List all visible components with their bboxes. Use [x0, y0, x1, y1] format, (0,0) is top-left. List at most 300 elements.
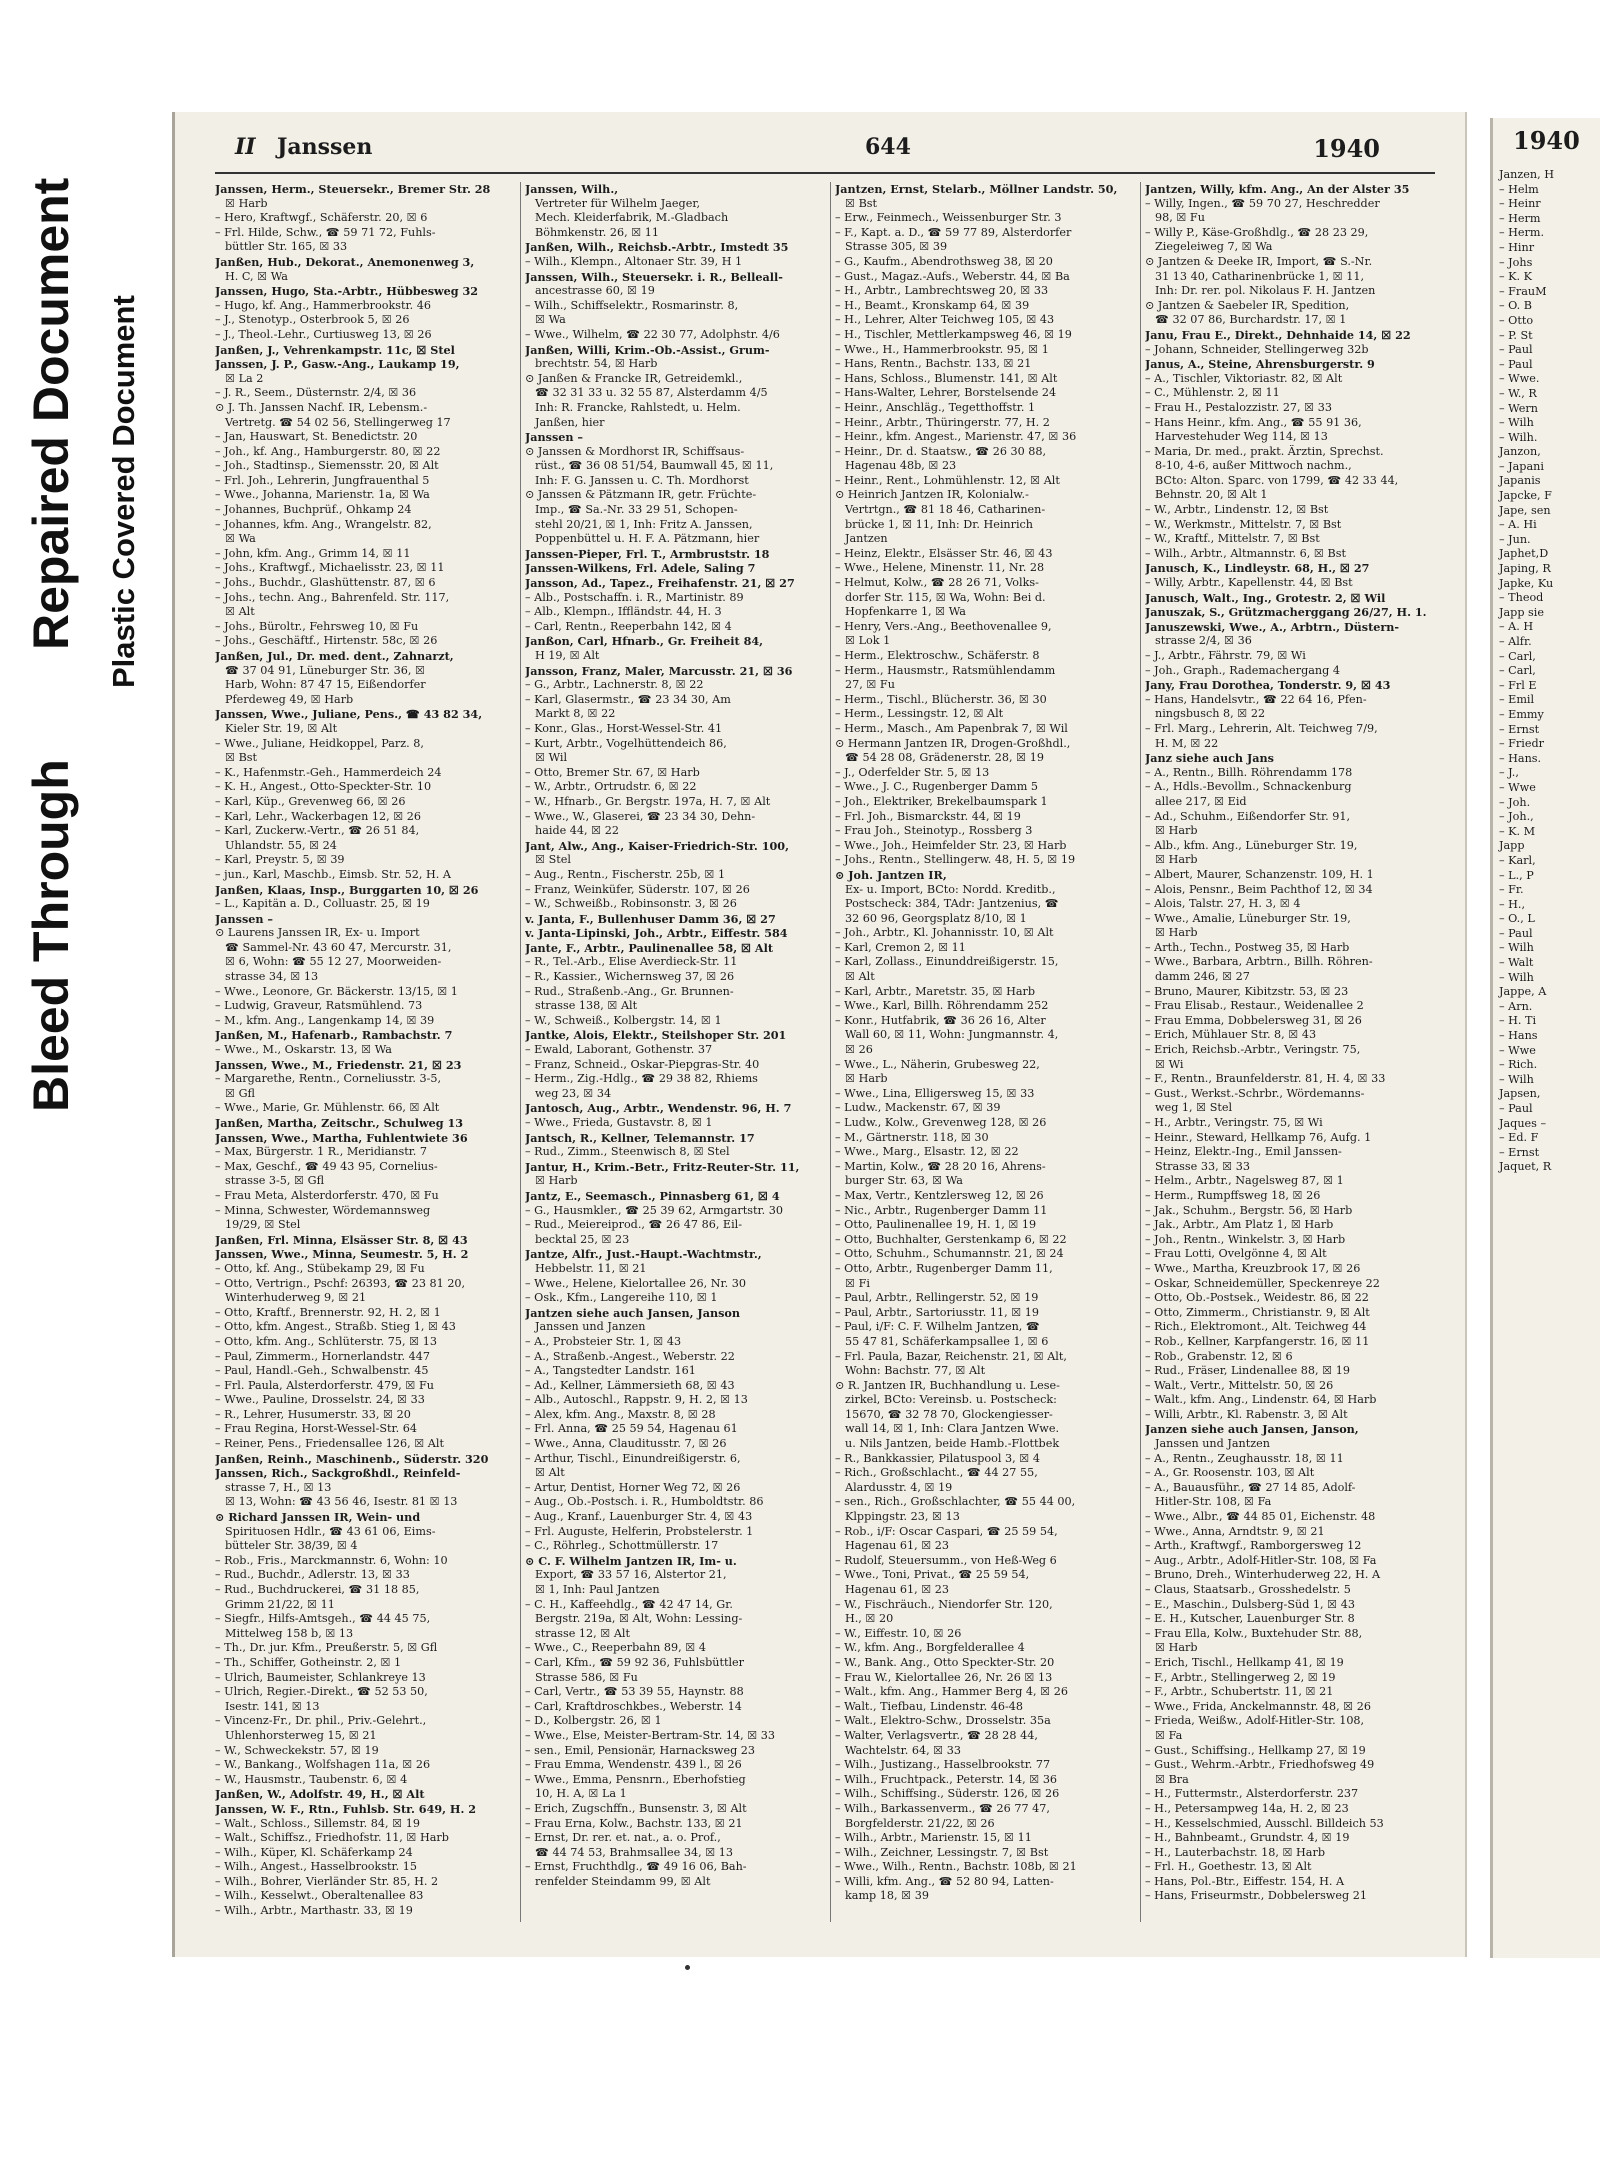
directory-entry: – Frau Ella, Kolw., Buxtehuder Str. 88,	[1145, 1626, 1363, 1640]
directory-entry: – Wilh., Arbtr., Marthastr. 33, ☒ 19	[215, 1904, 413, 1918]
directory-entry: renfelder Steindamm 99, ☒ Alt	[535, 1874, 711, 1888]
column-divider	[1140, 182, 1141, 1922]
directory-entry: – K., Hafenmstr.-Geh., Hammerdeich 24	[215, 765, 442, 779]
next-page-line: – P. St	[1499, 328, 1533, 342]
directory-entry: ☎ Sammel-Nr. 43 60 47, Mercurstr. 31,	[225, 940, 452, 954]
directory-entry: Isestr. 141, ☒ 13	[225, 1699, 320, 1713]
directory-entry: – Ludw., Mackenstr. 67, ☒ 39	[835, 1101, 1001, 1115]
directory-entry: – Wwe., Albr., ☎ 44 85 01, Eichenstr. 48	[1145, 1510, 1376, 1524]
next-page-line: Jappe, A	[1499, 985, 1547, 999]
directory-entry: – Jak., Arbtr., Am Platz 1, ☒ Harb	[1145, 1218, 1334, 1232]
next-page-line: – Wilh	[1499, 941, 1534, 955]
directory-entry: – Rud., Meiereiprod., ☎ 26 47 86, Eil-	[525, 1218, 743, 1232]
directory-entry: – Alb., Autoschl., Rappstr. 9, H. 2, ☒ 13	[525, 1393, 748, 1407]
next-page-line: – Paul	[1499, 926, 1533, 940]
directory-entry: – Wwe., Emma, Pensnrn., Eberhofstieg	[525, 1772, 746, 1786]
directory-entry: – Arthur, Tischl., Einundreißigerstr. 6,	[525, 1451, 741, 1465]
directory-entry: – M., kfm. Ang., Langenkamp 14, ☒ 39	[215, 1013, 435, 1027]
directory-entry: – Wwe., Johanna, Marienstr. 1a, ☒ Wa	[215, 488, 430, 502]
directory-entry: – Carl, Rentn., Reeperbahn 142, ☒ 4	[525, 619, 732, 633]
directory-entry: Janssen-Wilkens, Frl. Adele, Saling 7	[525, 561, 756, 576]
directory-entry: Janus, A., Steine, Ahrensburgerstr. 9	[1145, 357, 1375, 372]
directory-entry: – Johannes, kfm. Ang., Wrangelstr. 82,	[215, 517, 432, 531]
directory-entry: – H., Petersampweg 14a, H. 2, ☒ 23	[1145, 1801, 1349, 1815]
directory-entry: Janßen, Martha, Zeitschr., Schulweg 13	[215, 1116, 464, 1130]
next-page-line: Jaques –	[1499, 1116, 1547, 1130]
directory-entry: – Paul, Zimmerm., Hornerlandstr. 447	[215, 1349, 431, 1363]
directory-entry: – C. H., Kaffeehdlg., ☎ 42 47 14, Gr.	[525, 1597, 733, 1611]
repaired-document-label: Repaired Document	[23, 177, 79, 650]
directory-entry: – F., Rentn., Braunfelderstr. 81, H. 4, ☒ 33	[1145, 1072, 1386, 1086]
directory-entry: 31 13 40, Catharinenbrücke 1, ☒ 11,	[1155, 269, 1365, 283]
directory-entry: – Heinz, Elektr.-Ing., Emil Janssen-	[1145, 1145, 1342, 1159]
directory-entry: – Bruno, Maurer, Kibitzstr. 53, ☒ 23	[1145, 984, 1349, 998]
directory-entry: Klppingstr. 23, ☒ 13	[845, 1510, 960, 1524]
next-page-line: – Joh.,	[1499, 810, 1534, 824]
directory-entry: – A., Rentn., Billh. Röhrendamm 178	[1145, 765, 1353, 779]
directory-entry: – Wwe., H., Hammerbrookstr. 95, ☒ 1	[835, 342, 1049, 356]
directory-entry: Janßen, hier	[535, 415, 605, 429]
directory-entry: – Paul, Arbtr., Sartoriusstr. 11, ☒ 19	[835, 1305, 1040, 1319]
directory-entry: – Wwe., Frida, Anckelmannstr. 48, ☒ 26	[1145, 1699, 1371, 1713]
directory-entry: – Frau Regina, Horst-Wessel-Str. 64	[215, 1422, 418, 1436]
next-page-fragment	[1490, 118, 1600, 1958]
next-page-line: Jape, sen	[1499, 503, 1551, 517]
directory-entry: – Konr., Glas., Horst-Wessel-Str. 41	[525, 721, 723, 735]
directory-entry: – Heinr., Arbtr., Thüringerstr. 77, H. 2	[835, 415, 1050, 429]
directory-entry: 10, H. A, ☒ La 1	[535, 1787, 627, 1801]
directory-entry: ⊙ Janssen & Mordhorst IR, Schiffsaus-	[525, 444, 745, 458]
next-page-line: – Wilh	[1499, 416, 1534, 430]
running-head: Janssen	[277, 134, 373, 160]
next-page-line: – Japani	[1499, 459, 1544, 473]
plastic-covered-document-label: Plastic Covered Document	[106, 295, 141, 688]
directory-entry: – Frau Meta, Alsterdorferstr. 470, ☒ Fu	[215, 1188, 439, 1202]
directory-entry: – J., Oderfelder Str. 5, ☒ 13	[835, 765, 990, 779]
directory-entry: – Kurt, Arbtr., Vogelhüttendeich 86,	[525, 736, 727, 750]
directory-entry: – Maria, Dr. med., prakt. Ärztin, Sprechst.	[1145, 444, 1384, 458]
directory-entry: Janßen, W., Adolfstr. 49, H., ☒ Alt	[215, 1787, 425, 1802]
directory-entry: Vertretg. ☎ 54 02 56, Stellingerweg 17	[225, 415, 451, 429]
directory-entry: ☒ Lok 1	[845, 634, 891, 648]
directory-entry: – Carl, Vertr., ☎ 53 39 55, Haynstr. 88	[525, 1685, 744, 1699]
directory-entry: – Wilh., Arbtr., Altmannstr. 6, ☒ Bst	[1145, 546, 1346, 560]
directory-entry: H 19, ☒ Alt	[535, 649, 600, 662]
next-page-line: – Friedr	[1499, 737, 1544, 751]
directory-entry: Jant, Alw., Ang., Kaiser-Friedrich-Str. 100,	[525, 838, 789, 853]
next-page-line: – K. M	[1499, 824, 1536, 838]
directory-entry: – E., Maschin., Dulsberg-Süd 1, ☒ 43	[1145, 1597, 1355, 1611]
directory-entry: – W., Hfnarb., Gr. Bergstr. 197a, H. 7, ☒ Alt	[525, 794, 771, 808]
directory-entry: Inh: Dr. rer. pol. Nikolaus F. H. Jantzen	[1155, 284, 1376, 298]
directory-entry: – Erich, Reichsb.-Arbtr., Veringstr. 75,	[1145, 1043, 1361, 1057]
directory-entry: – Frau Lotti, Ovelgönne 4, ☒ Alt	[1145, 1247, 1327, 1261]
directory-entry: – Otto, Arbtr., Rugenberger Damm 11,	[835, 1261, 1053, 1275]
directory-entry: – Alb., Postschaffn. i. R., Martinistr. 89	[525, 590, 744, 604]
directory-entry: – Rob., Fris., Marckmannstr. 6, Wohn: 10	[215, 1553, 448, 1567]
directory-entry: stehl 20/21, ☒ 1, Inh: Fritz A. Janssen,	[535, 517, 753, 531]
directory-entry: – A., Straßenb.-Angest., Weberstr. 22	[525, 1349, 735, 1363]
directory-entry: – A., Bauausführ., ☎ 27 14 85, Adolf-	[1145, 1480, 1356, 1494]
directory-entry: Janssen, Wwe., Martha, Fuhlentwiete 36	[215, 1130, 468, 1145]
directory-entry: – Wilh., Bohrer, Vierländer Str. 85, H. 2	[215, 1874, 439, 1888]
directory-entry: – Max, Bürgerstr. 1 R., Meridianstr. 7	[215, 1145, 428, 1159]
directory-entry: – Karl, Zuckerw.-Vertr., ☎ 26 51 84,	[215, 824, 420, 838]
directory-entry: – H., Beamt., Kronskamp 64, ☒ 39	[835, 298, 1030, 312]
directory-entry: H., ☒ 20	[845, 1612, 894, 1626]
next-page-line: Japp	[1499, 839, 1525, 853]
directory-entry: – Otto, kf. Ang., Stübekamp 29, ☒ Fu	[215, 1261, 425, 1275]
directory-entry: – Frau Joh., Steinotyp., Rossberg 3	[835, 824, 1033, 838]
directory-entry: – Wilh., Fruchtpack., Peterstr. 14, ☒ 36	[835, 1772, 1058, 1786]
directory-entry: Jantsch, R., Kellner, Telemannstr. 17	[525, 1130, 755, 1145]
column-1	[215, 182, 515, 1919]
directory-entry: – Karl, Küp., Grevenweg 66, ☒ 26	[215, 794, 406, 808]
next-page-line: – K. K	[1499, 270, 1532, 284]
directory-entry: – H., Futtermstr., Alsterdorferstr. 237	[1145, 1787, 1359, 1801]
directory-entry: ☒ Harb	[845, 1072, 888, 1086]
directory-entry: Janßon, Carl, Hfnarb., Gr. Freiheit 84,	[525, 634, 764, 649]
next-page-line: – Arn.	[1499, 999, 1533, 1013]
directory-entry: Spirituosen Hdlr., ☎ 43 61 06, Eims-	[225, 1524, 436, 1538]
next-page-line: – Wwe.	[1499, 372, 1540, 386]
directory-entry: Wall 60, ☒ 11, Wohn: Jungmannstr. 4,	[845, 1028, 1059, 1042]
directory-entry: – G., Hausmkler., ☎ 25 39 62, Armgartstr. 30	[525, 1203, 783, 1217]
directory-entry: 32 60 96, Georgsplatz 8/10, ☒ 1	[845, 911, 1027, 925]
directory-entry: dorfer Str. 115, ☒ Wa, Wohn: Bei d.	[845, 590, 1046, 604]
directory-entry: ☒ Fi	[845, 1276, 870, 1290]
next-page-line: Japke, Ku	[1499, 576, 1554, 590]
directory-entry: ⊙ J. Th. Janssen Nachf. IR, Lebensm.-	[215, 400, 428, 414]
directory-entry: ☒ Fa	[1155, 1728, 1183, 1742]
directory-entry: – W., Schweiß., Kolbergstr. 14, ☒ 1	[525, 1013, 722, 1027]
directory-entry: – Heinr., Anschläg., Tegetthoffstr. 1	[835, 400, 1036, 414]
directory-entry: – Otto, Ob.-Postsek., Weidestr. 86, ☒ 22	[1145, 1291, 1369, 1305]
directory-entry: Bergstr. 219a, ☒ Alt, Wohn: Lessing-	[535, 1612, 743, 1626]
directory-entry: – M., Gärtnerstr. 118, ☒ 30	[835, 1130, 989, 1144]
directory-entry: – Wwe., Wilhelm, ☎ 22 30 77, Adolphstr. 4/6	[525, 327, 780, 341]
directory-entry: – Willi, Arbtr., Kl. Rabenstr. 3, ☒ Alt	[1145, 1407, 1348, 1421]
next-page-line: – Herm.	[1499, 226, 1545, 240]
directory-entry: Export, ☎ 33 57 16, Alstertor 21,	[535, 1568, 727, 1582]
directory-entry: – Aug., Kranf., Lauenburger Str. 4, ☒ 43	[525, 1510, 753, 1524]
directory-entry: Markt 8, ☒ 22	[535, 707, 616, 721]
directory-entry: – Wilh., Justizang., Hasselbrookstr. 77	[835, 1758, 1051, 1772]
next-page-line: Japanis	[1499, 474, 1541, 488]
directory-entry: – Otto, Kraftf., Brennerstr. 92, H. 2, ☒ 1	[215, 1305, 441, 1319]
directory-entry: – Hans, Pol.-Btr., Eiffestr. 154, H. A	[1145, 1874, 1345, 1888]
next-page-line: – Carl,	[1499, 649, 1536, 663]
next-page-line: – FrauM	[1499, 284, 1547, 298]
directory-entry: – Arth., Techn., Postweg 35, ☒ Harb	[1145, 940, 1350, 954]
directory-entry: Hitler-Str. 108, ☒ Fa	[1155, 1495, 1272, 1509]
directory-entry: – Karl, Zollass., Einunddreißigerstr. 15,	[835, 955, 1059, 969]
directory-entry: – Ludwig, Graveur, Ratsmühlend. 73	[215, 999, 423, 1013]
directory-entry: – Frl. H., Goethestr. 13, ☒ Alt	[1145, 1860, 1312, 1874]
directory-entry: – Rich., Elektromont., Alt. Teichweg 44	[1145, 1320, 1367, 1334]
directory-entry: – Frau W., Kielortallee 26, Nr. 26 ☒ 13	[835, 1670, 1053, 1684]
directory-entry: – Gust., Wehrm.-Arbtr., Friedhofsweg 49	[1145, 1758, 1375, 1772]
directory-entry: – W., kfm. Ang., Borgfelderallee 4	[835, 1641, 1025, 1655]
directory-entry: Jany, Frau Dorothea, Tonderstr. 9, ☒ 43	[1145, 678, 1391, 693]
directory-entry: – Otto, Paulinenallee 19, H. 1, ☒ 19	[835, 1218, 1037, 1232]
directory-entry: – W., Schweißb., Robinsonstr. 3, ☒ 26	[525, 897, 737, 911]
volume-number: II	[235, 134, 256, 160]
directory-entry: – Rob., Grabenstr. 12, ☒ 6	[1145, 1349, 1293, 1363]
directory-entry: ☒ 13, Wohn: ☎ 43 56 46, Isestr. 81 ☒ 13	[225, 1495, 458, 1509]
directory-entry: Janzen siehe auch Jansen, Janson,	[1145, 1422, 1359, 1437]
directory-entry: brechtstr. 54, ☒ Harb	[535, 357, 658, 371]
next-page-line: – Fr.	[1499, 883, 1524, 897]
directory-entry: Janssen, Rich., Sackgroßhdl., Reinfeld-	[215, 1466, 461, 1481]
next-page-line: – Alfr.	[1499, 635, 1532, 648]
directory-entry: – R., Bankkassier, Pilatuspool 3, ☒ 4	[835, 1451, 1040, 1465]
directory-entry: Ziegeleiweg 7, ☒ Wa	[1155, 240, 1273, 254]
next-page-line: – Wern	[1499, 401, 1538, 415]
directory-entry: ⊙ Janssen & Pätzmann IR, getr. Früchte-	[525, 488, 757, 502]
directory-entry: haide 44, ☒ 22	[535, 824, 619, 838]
column-4	[1145, 182, 1435, 1904]
directory-entry: strasse 3-5, ☒ Gfl	[225, 1174, 325, 1188]
directory-entry: Janssen, Wwe., M., Friedenstr. 21, ☒ 23	[215, 1057, 462, 1072]
directory-entry: – Hans, Handelsvtr., ☎ 22 64 16, Pfen-	[1145, 692, 1367, 706]
next-page-line: – Wwe	[1499, 1043, 1536, 1057]
directory-entry: Janßen, Frl. Minna, Elsässer Str. 8, ☒ 43	[215, 1232, 468, 1247]
next-page-line: – W., R	[1499, 386, 1537, 400]
directory-entry: – Hans, Schloss., Blumenstr. 141, ☒ Alt	[835, 371, 1058, 385]
next-page-line: – A. Hi	[1499, 518, 1537, 532]
next-page-line: – Hans.	[1499, 751, 1542, 765]
next-page-line: – Carl,	[1499, 664, 1536, 678]
directory-entry: Januszak, S., Grützmacherggang 26/27, H. 1.	[1145, 605, 1427, 620]
directory-entry: – Wwe., Leonore, Gr. Bäckerstr. 13/15, ☒ 1	[215, 984, 458, 998]
directory-entry: damm 246, ☒ 27	[1155, 970, 1250, 984]
next-page-line: – Ernst	[1499, 1145, 1540, 1159]
directory-entry: – Otto, kfm. Ang., Schlüterstr. 75, ☒ 13	[215, 1334, 437, 1348]
directory-entry: – W., Bank. Ang., Otto Speckter-Str. 20	[835, 1655, 1055, 1669]
directory-entry: Böhmkenstr. 26, ☒ 11	[535, 225, 660, 239]
directory-entry: – H., Kesselschmied, Ausschl. Billdeich 53	[1145, 1816, 1384, 1830]
directory-entry: – Wwe., W., Glaserei, ☎ 23 34 30, Dehn-	[525, 809, 756, 823]
next-page-line: – Hinr	[1499, 240, 1535, 254]
directory-entry: Harb, Wohn: 87 47 15, Eißendorfer	[225, 678, 426, 692]
directory-entry: Inh: F. G. Janssen u. C. Th. Mordhorst	[535, 473, 749, 487]
directory-entry: – Johs., Kraftwgf., Michaelisstr. 23, ☒ 11	[215, 561, 445, 575]
directory-entry: burger Str. 63, ☒ Wa	[845, 1174, 963, 1188]
directory-entry: – Martin, Kolw., ☎ 28 20 16, Ahrens-	[835, 1159, 1046, 1173]
directory-entry: ☒ Bra	[1155, 1772, 1189, 1786]
directory-entry: – Konr., Hutfabrik, ☎ 36 26 16, Alter	[835, 1013, 1046, 1027]
directory-entry: – W., Werkmstr., Mittelstr. 7, ☒ Bst	[1145, 517, 1342, 531]
directory-entry: – Nic., Arbtr., Rugenberger Damm 11	[835, 1203, 1048, 1217]
directory-entry: – Aug., Arbtr., Adolf-Hitler-Str. 108, ☒ Fa	[1145, 1553, 1377, 1567]
directory-entry: Jantze, Alfr., Just.-Haupt.-Wachtmstr.,	[525, 1247, 762, 1262]
directory-entry: – Frl. Paula, Bazar, Reichenstr. 21, ☒ Alt,	[835, 1349, 1067, 1363]
directory-entry: allee 217, ☒ Eid	[1155, 794, 1247, 808]
directory-entry: ☒ Harb	[535, 1174, 578, 1188]
directory-entry: – Heinr., Rent., Lohmühlenstr. 12, ☒ Alt	[835, 473, 1060, 487]
directory-entry: – Johs., Rentn., Stellingerw. 48, H. 5, ☒ 19	[835, 853, 1076, 867]
directory-entry: – Frau Emma, Wendenstr. 439 l., ☒ 26	[525, 1758, 742, 1772]
directory-entry: Janßen, J., Vehrenkampstr. 11c, ☒ Stel	[215, 342, 455, 357]
column-3	[835, 182, 1135, 1904]
header-rule	[215, 172, 1435, 174]
directory-entry: – Ulrich, Baumeister, Schlankreye 13	[215, 1670, 426, 1684]
directory-entry: strasse 34, ☒ 13	[225, 970, 319, 984]
directory-entry: – Erw., Feinmech., Weissenburger Str. 3	[835, 211, 1062, 225]
bleed-through-label: Bleed Through	[23, 759, 79, 1112]
next-page-line: – Hans	[1499, 1029, 1538, 1043]
directory-entry: – Frl. Paula, Alsterdorferstr. 479, ☒ Fu	[215, 1378, 434, 1392]
directory-entry: ☒ La 2	[225, 371, 264, 385]
directory-entry: ☒ Wa	[225, 532, 256, 546]
directory-entry: Janssen, W. F., Rtn., Fuhlsb. Str. 649, H. 2	[215, 1801, 477, 1816]
directory-entry: Janu, Frau E., Direkt., Dehnhaide 14, ☒ 22	[1145, 327, 1411, 342]
directory-entry: – Alb., Klempn., Iffländstr. 44, H. 3	[525, 605, 722, 619]
directory-entry: – Carl, Kfm., ☎ 59 92 36, Fuhlsbüttler	[525, 1655, 745, 1669]
directory-entry: 19/29, ☒ Stel	[225, 1218, 301, 1232]
directory-entry: – Johs., Buchdr., Glashüttenstr. 87, ☒ 6	[215, 576, 436, 590]
directory-entry: Behnstr. 20, ☒ Alt 1	[1155, 488, 1268, 502]
next-page-line: – Otto	[1499, 313, 1534, 327]
directory-entry: 98, ☒ Fu	[1155, 211, 1205, 225]
directory-entry: ⊙ Heinrich Jantzen IR, Kolonialw.-	[835, 488, 1029, 502]
directory-entry: – G., Arbtr., Lachnerstr. 8, ☒ 22	[525, 678, 704, 692]
directory-entry: ningsbusch 8, ☒ 22	[1155, 707, 1266, 721]
directory-entry: – Karl, Cremon 2, ☒ 11	[835, 940, 966, 954]
directory-entry: ⊙ Jantzen & Deeke IR, Import, ☎ S.-Nr.	[1145, 254, 1373, 268]
directory-entry: ☒ Stel	[535, 853, 571, 867]
directory-entry: – R., Kassier., Wichernsweg 37, ☒ 26	[525, 970, 735, 984]
directory-entry: – Frau Elisab., Restaur., Weidenallee 2	[1145, 999, 1364, 1013]
directory-entry: Pferdeweg 49, ☒ Harb	[225, 692, 354, 706]
directory-entry: – A., Probsteier Str. 1, ☒ 43	[525, 1334, 682, 1348]
directory-entry: – Walt., Schloss., Sillemstr. 84, ☒ 19	[215, 1816, 420, 1830]
directory-entry: Wohn: Bachstr. 77, ☒ Alt	[845, 1364, 986, 1378]
directory-entry: – Otto, Vertrign., Pschf: 26393, ☎ 23 81 20,	[215, 1276, 466, 1290]
next-page-line: – J.,	[1499, 766, 1519, 780]
directory-entry: – Willy, Ingen., ☎ 59 70 27, Heschredder	[1145, 196, 1380, 210]
directory-entry: Janssen –	[215, 911, 274, 926]
directory-entry: ⊙ Janßen & Francke IR, Getreidemkl.,	[525, 371, 743, 385]
directory-entry: – Walt., Schiffsz., Friedhofstr. 11, ☒ Harb	[215, 1831, 449, 1845]
directory-entry: – Franz, Schneid., Oskar-Piepgras-Str. 40	[525, 1057, 760, 1071]
directory-entry: Janßen, Wilh., Reichsb.-Arbtr., Imstedt 35	[525, 240, 789, 255]
directory-entry: ☎ 37 04 91, Lüneburger Str. 36, ☒	[225, 663, 426, 677]
next-page-line: – Paul	[1499, 343, 1533, 357]
directory-entry: – Rob., Kellner, Karpfangerstr. 16, ☒ 11	[1145, 1334, 1370, 1348]
directory-entry: – Otto, kfm. Angest., Straßb. Stieg 1, ☒ 43	[215, 1320, 456, 1334]
next-page-line: – Wilh	[1499, 970, 1534, 984]
directory-entry: – Wwe., Pauline, Drosselstr. 24, ☒ 33	[215, 1393, 425, 1407]
directory-entry: – Hans, Friseurmstr., Dobbelersweg 21	[1145, 1889, 1367, 1903]
directory-entry: büttler Str. 165, ☒ 33	[225, 240, 348, 254]
directory-entry: Janssen –	[525, 430, 584, 445]
directory-entry: Janssen und Jantzen	[1155, 1437, 1270, 1451]
directory-entry: Janssen, Herm., Steuersekr., Bremer Str. 28	[215, 182, 491, 196]
directory-entry: – Ernst, Dr. rer. et. nat., a. o. Prof.,	[525, 1831, 721, 1845]
directory-entry: Harvestehuder Weg 114, ☒ 13	[1155, 430, 1328, 444]
directory-entry: – F., Kapt. a. D., ☎ 59 77 89, Alsterdorfer	[835, 225, 1072, 239]
directory-entry: 27, ☒ Fu	[845, 678, 895, 692]
directory-entry: – Herm., Masch., Am Papenbrak 7, ☒ Wil	[835, 721, 1068, 735]
directory-entry: – H., Tischler, Mettlerkampsweg 46, ☒ 19	[835, 327, 1072, 341]
column-divider	[830, 182, 831, 1922]
next-page-line: – Wilh.	[1499, 430, 1538, 444]
directory-entry: Uhlandstr. 55, ☒ 24	[225, 838, 337, 852]
directory-entry: Janssen und Janzen	[535, 1320, 646, 1334]
directory-entry: Janssen, Wilh., Steuersekr. i. R., Belleall-	[525, 269, 783, 284]
next-page-lines	[1499, 168, 1554, 1175]
directory-entry: – sen., Rich., Großschlachter, ☎ 55 44 00,	[835, 1495, 1076, 1509]
directory-entry: Alardusstr. 4, ☒ 19	[845, 1480, 953, 1494]
directory-entry: H. C, ☒ Wa	[225, 269, 288, 283]
directory-entry: ☒ Wil	[535, 751, 568, 765]
directory-entry: Inh: R. Francke, Rahlstedt, u. Helm.	[535, 400, 741, 414]
directory-entry: – Aug., Rentn., Fischerstr. 25b, ☒ 1	[525, 867, 726, 881]
directory-entry: 8-10, 4-6, außer Mittwoch nachm.,	[1155, 459, 1352, 473]
next-page-line: Japp sie	[1499, 605, 1544, 619]
directory-entry: – Joh., Arbtr., Kl. Johannisstr. 10, ☒ Alt	[835, 926, 1054, 940]
directory-entry: Postscheck: 384, TAdr: Jantzenius, ☎	[845, 897, 1059, 911]
directory-entry: – Ad., Kellner, Lämmersieth 68, ☒ 43	[525, 1378, 735, 1392]
directory-entry: Janssen, Wwe., Juliane, Pens., ☎ 43 82 34,	[215, 707, 483, 722]
directory-entry: – Wwe., Barbara, Arbtrn., Billh. Röhren-	[1145, 955, 1373, 969]
directory-entry: weg 1, ☒ Stel	[1155, 1101, 1233, 1115]
directory-entry: ☒ Harb	[225, 196, 268, 210]
directory-entry: Janz siehe auch Jans	[1145, 751, 1274, 766]
next-page-line: – Emil	[1499, 693, 1535, 707]
directory-entry: – Wwe., Karl, Billh. Röhrendamm 252	[835, 999, 1049, 1013]
directory-entry: – Wilh., Kesselwt., Oberaltenallee 83	[215, 1889, 424, 1903]
directory-entry: Janssen, Wilh.,	[525, 182, 619, 196]
directory-entry: – Heinz, Elektr., Elsässer Str. 46, ☒ 43	[835, 546, 1053, 560]
directory-entry: strasse 12, ☒ Alt	[535, 1626, 631, 1640]
directory-entry: 15670, ☎ 32 78 70, Glockengiesser-	[845, 1407, 1053, 1421]
directory-entry: – Willi, kfm. Ang., ☎ 52 80 94, Latten-	[835, 1874, 1054, 1888]
directory-entry: – Walter, Verlagsvertr., ☎ 28 28 44,	[835, 1728, 1038, 1742]
next-page-line: Japcke, F	[1499, 489, 1552, 503]
directory-entry: – Walt., Elektro-Schw., Drosselstr. 35a	[835, 1714, 1051, 1728]
directory-entry: – Erich, Zugschffn., Bunsenstr. 3, ☒ Alt	[525, 1801, 747, 1815]
directory-entry: – Aug., Ob.-Postsch. i. R., Humboldtstr. 86	[525, 1495, 764, 1509]
directory-entry: ☒ Gfl	[225, 1086, 255, 1100]
next-page-line: Janzen, H	[1499, 168, 1554, 181]
directory-entry: ☒ Alt	[845, 970, 875, 984]
directory-entry: Vertreter für Wilhelm Jaeger,	[535, 196, 701, 210]
directory-entry: – Walt., Tiefbau, Lindenstr. 46-48	[835, 1699, 1023, 1713]
directory-entry: kamp 18, ☒ 39	[845, 1889, 929, 1903]
directory-entry: – Walt., kfm. Ang., Lindenstr. 64, ☒ Harb	[1145, 1393, 1377, 1407]
directory-entry: – W., Fischräuch., Niendorfer Str. 120,	[835, 1597, 1053, 1611]
directory-entry: brücke 1, ☒ 11, Inh: Dr. Heinrich	[845, 517, 1034, 531]
directory-entry: ☒ Bst	[845, 196, 878, 210]
directory-entry: Janssen, J. P., Gasw.-Ang., Laukamp 19,	[215, 357, 460, 372]
directory-entry: wall 14, ☒ 1, Inh: Clara Jantzen Wwe.	[845, 1422, 1060, 1436]
directory-entry: – Wwe., Martha, Kreuzbrook 17, ☒ 26	[1145, 1261, 1361, 1275]
directory-entry: – Wilh., Schiffsing., Süderstr. 126, ☒ 26	[835, 1787, 1060, 1801]
directory-entry: – Alois, Pensnr., Beim Pachthof 12, ☒ 34	[1145, 882, 1373, 896]
directory-entry: Janßen, M., Hafenarb., Rambachstr. 7	[215, 1028, 453, 1043]
next-page-line: – Herm	[1499, 211, 1541, 225]
directory-entry: – Herm., Lessingstr. 12, ☒ Alt	[835, 707, 1004, 721]
next-page-line: Janzon,	[1499, 445, 1541, 459]
directory-entry: – Johannes, Buchprüf., Ohkamp 24	[215, 503, 412, 517]
directory-entry: Jantzen siehe auch Jansen, Janson	[525, 1305, 740, 1320]
directory-entry: – Wilh., Angest., Hasselbrookstr. 15	[215, 1860, 418, 1874]
directory-entry: – Artur, Dentist, Horner Weg 72, ☒ 26	[525, 1480, 741, 1494]
directory-entry: Jantzen, Willy, kfm. Ang., An der Alster 35	[1145, 182, 1410, 196]
